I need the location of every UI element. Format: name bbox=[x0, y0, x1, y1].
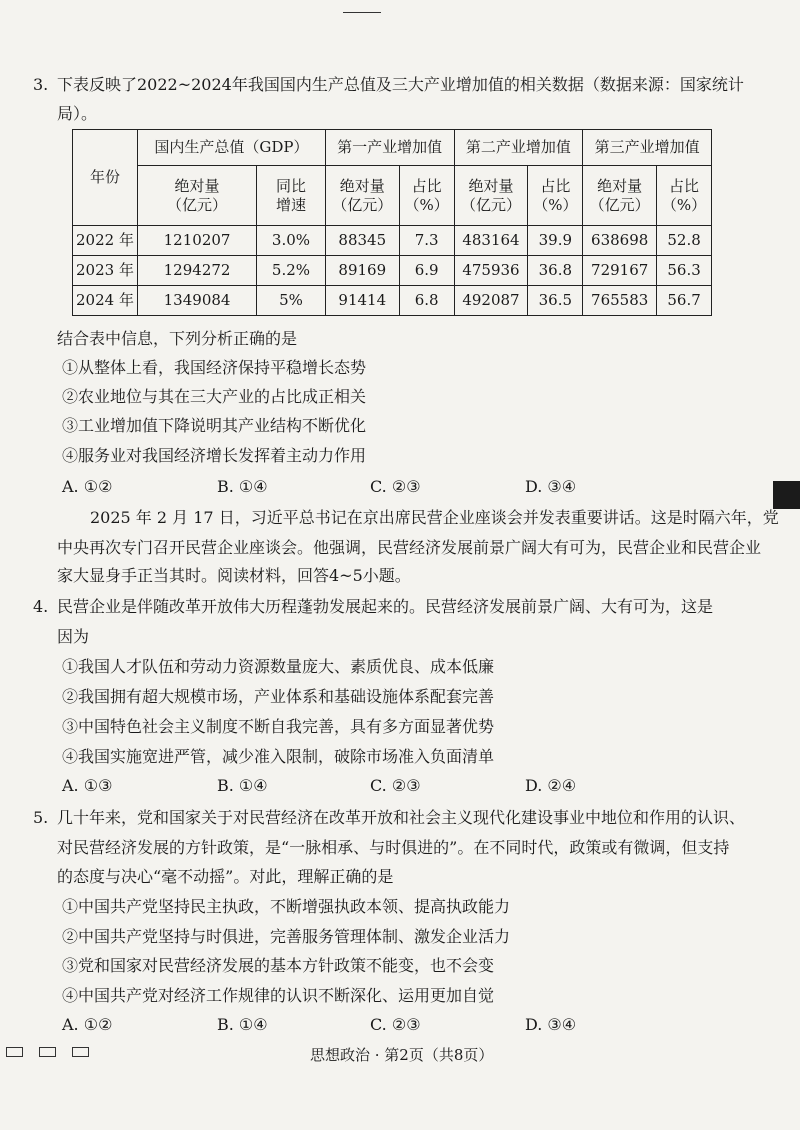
cell-gdp: 1349084 bbox=[138, 286, 257, 316]
statement-item: ④我国实施宽进严管，减少准入限制，破除市场准入负面清单 bbox=[62, 747, 495, 766]
cell-growth: 5% bbox=[257, 286, 326, 316]
cell-year: 2023 年 bbox=[73, 256, 138, 286]
statement-item: ①我国人才队伍和劳动力资源数量庞大、素质优良、成本低廉 bbox=[62, 657, 495, 676]
cell-tertiary-share: 56.3 bbox=[657, 256, 712, 286]
cell-secondary-share: 39.9 bbox=[528, 226, 583, 256]
statement-item: ②农业地位与其在三大产业的占比成正相关 bbox=[62, 387, 367, 406]
cell-secondary-abs: 475936 bbox=[454, 256, 528, 286]
cell-tertiary-share: 52.8 bbox=[657, 226, 712, 256]
cell-tertiary-share: 56.7 bbox=[657, 286, 712, 316]
page-edge-marker bbox=[773, 481, 800, 509]
header-primary: 第一产业增加值 bbox=[325, 130, 454, 166]
answer-options bbox=[62, 1015, 702, 1035]
cell-year: 2024 年 bbox=[73, 286, 138, 316]
answer-options bbox=[62, 477, 702, 497]
statement-item: ③中国特色社会主义制度不断自我完善，具有多方面显著优势 bbox=[62, 717, 495, 736]
option-a[interactable]: A. ①③ bbox=[62, 776, 113, 795]
header-secondary: 第二产业增加值 bbox=[454, 130, 583, 166]
cell-growth: 3.0% bbox=[257, 226, 326, 256]
statement-item: ①中国共产党坚持民主执政，不断增强执政本领、提高执政能力 bbox=[62, 897, 511, 916]
gdp-data-table bbox=[72, 129, 712, 316]
cell-secondary-abs: 483164 bbox=[454, 226, 528, 256]
subheader-abs: 绝对量 （亿元） bbox=[325, 166, 399, 226]
rect-mark-icon bbox=[72, 1047, 89, 1057]
subheader-abs: 绝对量 （亿元） bbox=[138, 166, 257, 226]
option-c[interactable]: C. ②③ bbox=[370, 776, 421, 795]
answer-options bbox=[62, 776, 702, 796]
table-row bbox=[73, 256, 712, 286]
statement-item: ④中国共产党对经济工作规律的认识不断深化、运用更加自觉 bbox=[62, 986, 495, 1005]
material-text: 中央再次专门召开民营企业座谈会。他强调，民营经济发展前景广阔大有可为，民营企业和民营企业 bbox=[57, 538, 762, 557]
question-prompt: 结合表中信息，下列分析正确的是 bbox=[57, 329, 298, 348]
header-tertiary: 第三产业增加值 bbox=[583, 130, 712, 166]
statement-item: ④服务业对我国经济增长发挥着主动力作用 bbox=[62, 446, 367, 465]
question-stem: 民营企业是伴随改革开放伟大历程蓬勃发展起来的。民营经济发展前景广阔、大有可为，这是 bbox=[57, 597, 714, 616]
statement-item: ③工业增加值下降说明其产业结构不断优化 bbox=[62, 416, 367, 435]
question-stem: 的态度与决心“毫不动摇”。对此，理解正确的是 bbox=[57, 867, 394, 886]
question-number: 5. bbox=[33, 808, 49, 827]
rect-mark-icon bbox=[6, 1047, 23, 1057]
question-stem: 下表反映了2022~2024年我国国内生产总值及三大产业增加值的相关数据（数据来源：国家统计 bbox=[57, 75, 744, 94]
option-b[interactable]: B. ①④ bbox=[217, 1015, 268, 1034]
subheader-share: 占比 （%） bbox=[399, 166, 454, 226]
question-stem: 对民营经济发展的方针政策，是“一脉相承、与时俱进的”。在不同时代，政策或有微调，但支持 bbox=[57, 838, 730, 857]
question-number: 4. bbox=[33, 597, 49, 616]
cell-growth: 5.2% bbox=[257, 256, 326, 286]
option-d[interactable]: D. ③④ bbox=[525, 477, 577, 496]
cell-tertiary-abs: 765583 bbox=[583, 286, 657, 316]
cell-primary-abs: 88345 bbox=[325, 226, 399, 256]
subheader-abs: 绝对量 （亿元） bbox=[583, 166, 657, 226]
option-b[interactable]: B. ①④ bbox=[217, 776, 268, 795]
subheader-growth: 同比 增速 bbox=[257, 166, 326, 226]
question-stem: 因为 bbox=[57, 627, 90, 646]
subheader-share: 占比 （%） bbox=[657, 166, 712, 226]
cell-tertiary-abs: 638698 bbox=[583, 226, 657, 256]
cell-tertiary-abs: 729167 bbox=[583, 256, 657, 286]
table-row bbox=[73, 286, 712, 316]
cell-gdp: 1294272 bbox=[138, 256, 257, 286]
option-a[interactable]: A. ①② bbox=[62, 477, 113, 496]
header-year: 年份 bbox=[73, 130, 138, 226]
statement-item: ③党和国家对民营经济发展的基本方针政策不能变，也不会变 bbox=[62, 956, 495, 975]
option-d[interactable]: D. ②④ bbox=[525, 776, 577, 795]
option-c[interactable]: C. ②③ bbox=[370, 1015, 421, 1034]
option-c[interactable]: C. ②③ bbox=[370, 477, 421, 496]
subheader-abs: 绝对量 （亿元） bbox=[454, 166, 528, 226]
cell-year: 2022 年 bbox=[73, 226, 138, 256]
cell-secondary-abs: 492087 bbox=[454, 286, 528, 316]
option-b[interactable]: B. ①④ bbox=[217, 477, 268, 496]
material-text: 2025 年 2 月 17 日，习近平总书记在京出席民营企业座谈会并发表重要讲话。这是时隔六年，党 bbox=[90, 508, 779, 527]
cell-primary-share: 6.9 bbox=[399, 256, 454, 286]
question-stem: 局）。 bbox=[57, 104, 98, 123]
cell-primary-share: 7.3 bbox=[399, 226, 454, 256]
rect-mark-icon bbox=[39, 1047, 56, 1057]
option-d[interactable]: D. ③④ bbox=[525, 1015, 577, 1034]
cell-primary-abs: 89169 bbox=[325, 256, 399, 286]
page-number: 思想政治 · 第2页（共8页） bbox=[310, 1046, 494, 1064]
cell-secondary-share: 36.5 bbox=[528, 286, 583, 316]
cell-primary-abs: 91414 bbox=[325, 286, 399, 316]
top-divider bbox=[343, 12, 381, 13]
cell-gdp: 1210207 bbox=[138, 226, 257, 256]
question-number: 3. bbox=[33, 75, 49, 94]
question-stem: 几十年来，党和国家关于对民营经济在改革开放和社会主义现代化建设事业中地位和作用的认识、 bbox=[57, 808, 746, 827]
statement-item: ②中国共产党坚持与时俱进，完善服务管理体制、激发企业活力 bbox=[62, 927, 511, 946]
subheader-share: 占比 （%） bbox=[528, 166, 583, 226]
header-gdp: 国内生产总值（GDP） bbox=[138, 130, 326, 166]
option-a[interactable]: A. ①② bbox=[62, 1015, 113, 1034]
cell-primary-share: 6.8 bbox=[399, 286, 454, 316]
cell-secondary-share: 36.8 bbox=[528, 256, 583, 286]
statement-item: ①从整体上看，我国经济保持平稳增长态势 bbox=[62, 358, 367, 377]
table-row bbox=[73, 226, 712, 256]
statement-item: ②我国拥有超大规模市场，产业体系和基础设施体系配套完善 bbox=[62, 687, 495, 706]
material-text: 家大显身手正当其时。阅读材料，回答4~5小题。 bbox=[57, 566, 411, 585]
